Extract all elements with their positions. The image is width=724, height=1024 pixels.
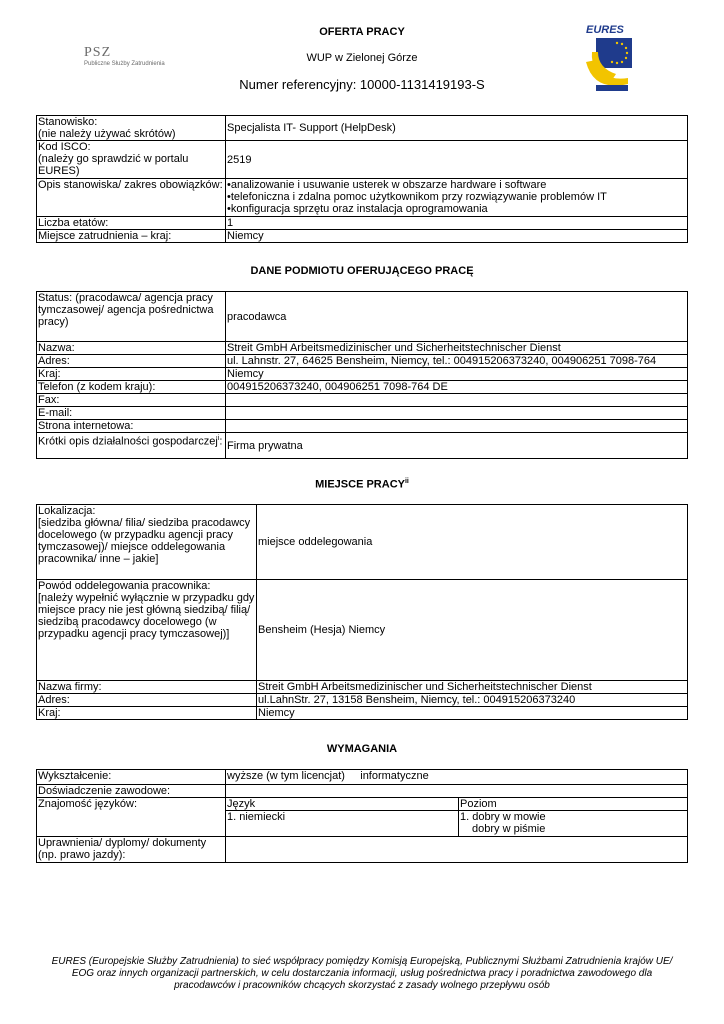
employer-heading: DANE PODMIOTU OFERUJĄCEGO PRACĘ: [250, 265, 474, 277]
footer-note: EURES (Europejskie Służby Zatrudnienia) to sieć współpracy pomiędzy Komisją Europejską, Publicznymi Służbami Zatrudnienia krajów UE/ EOG oraz innych organizacji partnerskich, w celu dostarczania informacji, usług pośrednictwa pracy i poradnictwa zawodowego dla pracodawców i pracowników chcących skorzystać z zasady wolnego przepływu osób: [51, 956, 673, 991]
job-table: [36, 115, 688, 243]
table-row: [37, 116, 688, 141]
workplace-address-label: Adres:: [37, 694, 257, 707]
location-value: miejsce oddelegowania: [257, 505, 688, 580]
name-label: Nazwa:: [37, 342, 226, 355]
experience-value: [226, 785, 688, 798]
fax-label: Fax:: [37, 394, 226, 407]
fax-value: [226, 394, 688, 407]
table-row: [37, 381, 688, 394]
duties-value: •analizowanie i usuwanie usterek w obszarze hardware i software •telefoniczna i zdalna pomoc użytkownikom przy rozwiązywanie problemów IT •konfiguracja sprzętu oraz instalacja oprogramowania: [226, 179, 688, 217]
position-label: Stanowisko: (nie należy używać skrótów): [37, 116, 226, 141]
delegation-reason-value: Bensheim (Hesja) Niemcy: [257, 580, 688, 681]
table-row: [37, 580, 688, 681]
office-name: WUP w Zielonej Górze: [306, 52, 418, 64]
table-row: [37, 837, 688, 863]
table-row: [37, 707, 688, 720]
reference-number: Numer referencyjny: 10000-1131419193-S: [239, 77, 485, 92]
table-row: [37, 505, 688, 580]
table-row: [37, 141, 688, 179]
status-value: pracodawca: [226, 292, 688, 342]
isco-value: 2519: [226, 141, 688, 179]
activity-label: Krótki opis działalności gospodarczej$^i$:: [37, 433, 226, 459]
requirements-heading: WYMAGANIA: [326, 743, 398, 755]
table-row: [37, 420, 688, 433]
requirements-table: [36, 769, 688, 863]
phone-label: Telefon (z kodem kraju):: [37, 381, 226, 394]
level-value: 1. dobry w mowie dobry w piśmie: [459, 811, 688, 837]
address-label: Adres:: [37, 355, 226, 368]
table-row: [37, 179, 688, 217]
name-value: Streit GmbH Arbeitsmedizinischer und Sicherheitstechnischer Dienst: [226, 342, 688, 355]
email-label: E-mail:: [37, 407, 226, 420]
workplace-country-label: Kraj:: [37, 707, 257, 720]
workplace-table: [36, 504, 688, 720]
activity-value: Firma prywatna: [226, 433, 688, 459]
languages-label: Znajomość języków:: [37, 798, 226, 837]
country-label: Miejsce zatrudnienia – kraj:: [37, 230, 226, 243]
education-value: wyższe (w tym licencjat) informatyczne: [226, 770, 688, 785]
employer-table: [36, 291, 688, 459]
isco-label: Kod ISCO: (należy go sprawdzić w portalu EURES): [37, 141, 226, 179]
permits-value: [226, 837, 688, 863]
website-label: Strona internetowa:: [37, 420, 226, 433]
psz-logo: PSZ Publiczne Służby Zatrudnienia: [84, 45, 165, 67]
table-row: [37, 342, 688, 355]
phone-value: 004915206373240, 004906251 7098-764 DE: [226, 381, 688, 394]
company-name-value: Streit GmbH Arbeitsmedizinischer und Sicherheitstechnischer Dienst: [257, 681, 688, 694]
company-name-label: Nazwa firmy:: [37, 681, 257, 694]
employer-country-value: Niemcy: [226, 368, 688, 381]
eures-logo-text: EURES: [586, 24, 624, 36]
permits-label: Uprawnienia/ dyplomy/ dokumenty (np. prawo jazdy):: [37, 837, 226, 863]
table-row: [37, 681, 688, 694]
location-label: Lokalizacja: [siedziba główna/ filia/ siedziba pracodawcy docelowego (w przypadku agencji pracy tymczasowej)/ miejsce oddelegowania pracownika/ inne – jakie]: [37, 505, 257, 580]
status-label: Status: (pracodawca/ agencja pracy tymczasowej/ agencja pośrednictwa pracy): [37, 292, 226, 342]
position-value: Specjalista IT- Support (HelpDesk): [226, 116, 688, 141]
table-row: [37, 694, 688, 707]
table-row: [37, 368, 688, 381]
education-label: Wykształcenie:: [37, 770, 226, 785]
table-row: [37, 407, 688, 420]
language-value: 1. niemiecki: [226, 811, 459, 837]
table-row: [37, 217, 688, 230]
workplace-heading: MIEJSCE PRACY$^{ii}$: [315, 478, 409, 491]
positions-count-label: Liczba etatów:: [37, 217, 226, 230]
table-row: [37, 230, 688, 243]
country-value: Niemcy: [226, 230, 688, 243]
table-row: [37, 292, 688, 342]
experience-label: Doświadczenie zawodowe:: [37, 785, 226, 798]
table-row: [37, 770, 688, 785]
website-value: [226, 420, 688, 433]
language-column-header: Język: [226, 798, 459, 811]
workplace-address-value: ul.LahnStr. 27, 13158 Bensheim, Niemcy, tel.: 004915206373240: [257, 694, 688, 707]
table-row: [37, 785, 688, 798]
table-row: [37, 355, 688, 368]
level-column-header: Poziom: [459, 798, 688, 811]
positions-count-value: 1: [226, 217, 688, 230]
delegation-reason-label: Powód oddelegowania pracownika: [należy wypełnić wyłącznie w przypadku gdy miejsce pracy nie jest główną siedzibą/ filią/ siedzibą pracodawcy docelowego (w przypadku agencji pracy tymczasowej)]: [37, 580, 257, 681]
employer-country-label: Kraj:: [37, 368, 226, 381]
workplace-country-value: Niemcy: [257, 707, 688, 720]
duties-label: Opis stanowiska/ zakres obowiązków:: [37, 179, 226, 217]
table-row: [37, 798, 688, 811]
table-row: [37, 394, 688, 407]
email-value: [226, 407, 688, 420]
page-title: OFERTA PRACY: [319, 26, 405, 38]
address-value: ul. Lahnstr. 27, 64625 Bensheim, Niemcy, tel.: 004915206373240, 004906251 7098-764: [226, 355, 688, 368]
eures-logo: [582, 22, 638, 94]
table-row: [37, 433, 688, 459]
